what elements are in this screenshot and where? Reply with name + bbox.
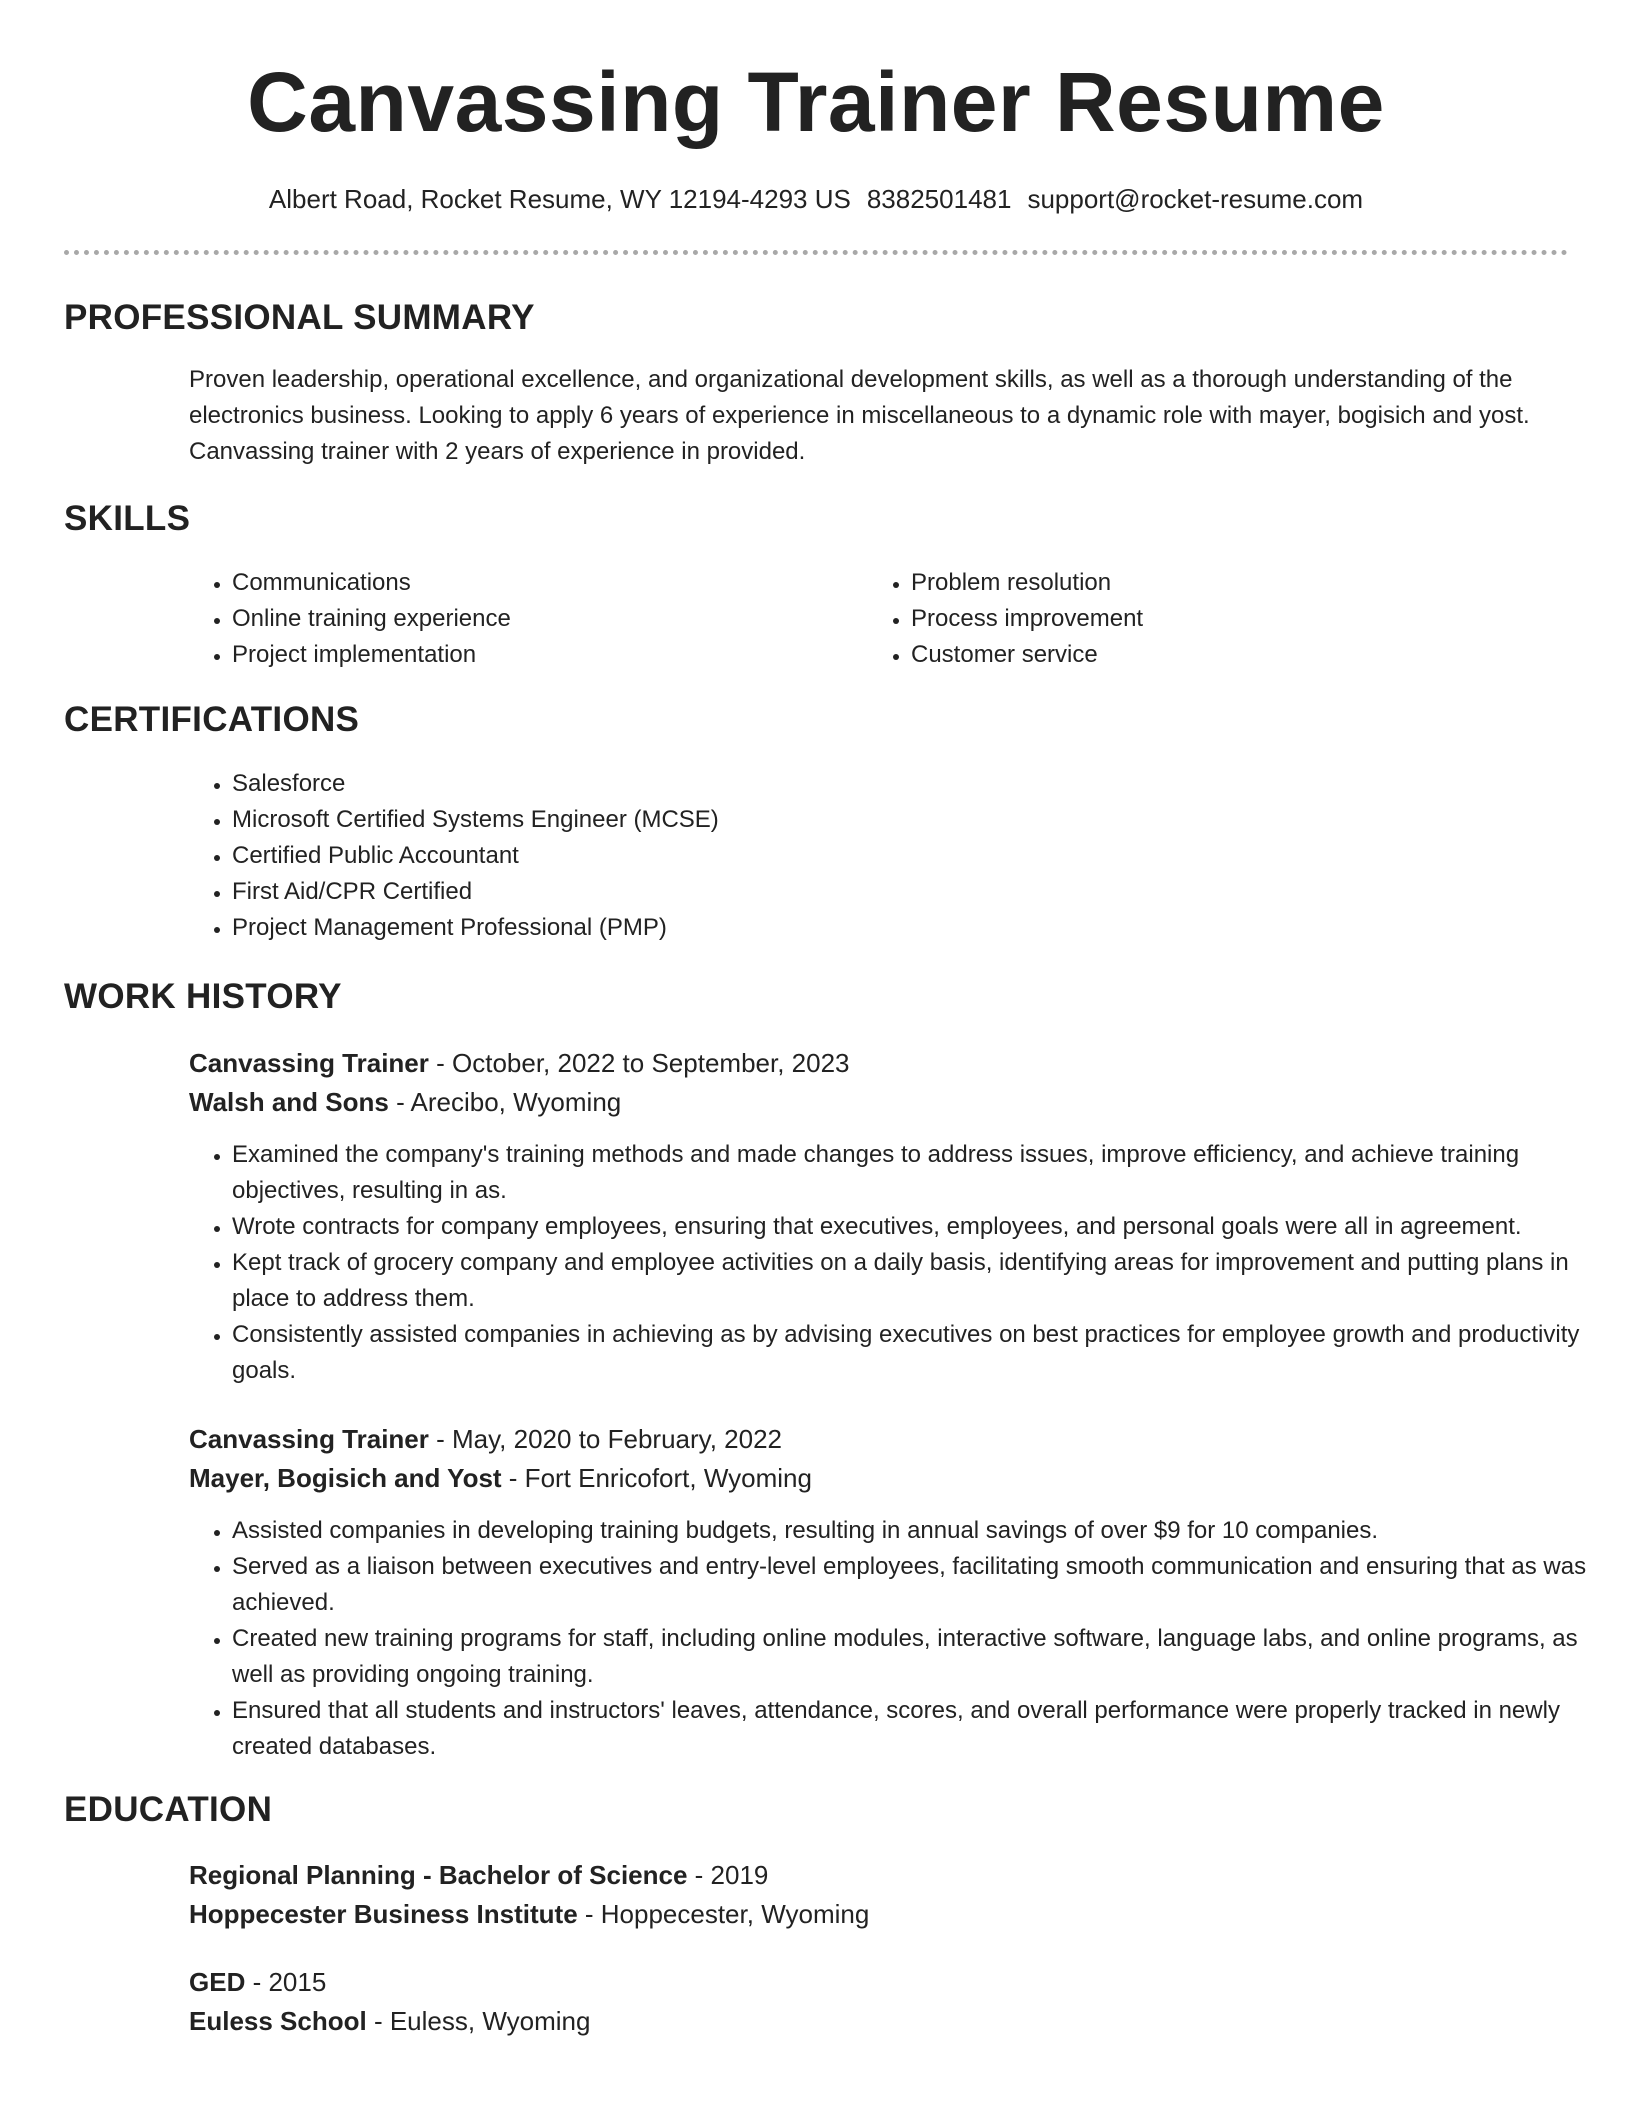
job-bullet: • Examined the company's training methods and made changes to address issues, improve efficiency, and achieve training objectives, resulting in as. — [232, 1137, 1612, 1209]
job-bullet: • Ensured that all students and instructors' leaves, attendance, scores, and overall performance were properly tracked in newly created databases. — [232, 1693, 1612, 1765]
resume-title: Canvassing Trainer Resume — [247, 55, 1385, 149]
education-year: - 2019 — [687, 1860, 769, 1890]
job-1-company-line — [189, 1083, 621, 1121]
education-heading: EDUCATION — [64, 1790, 273, 1829]
header-divider — [64, 250, 1568, 255]
skills-list-left — [189, 565, 872, 673]
job-2-title-line — [189, 1420, 782, 1458]
education-2-degree-line — [189, 1963, 326, 2001]
job-bullet: • Kept track of grocery company and employee activities on a daily basis, identifying areas for improvement and putting plans in place to address them. — [232, 1245, 1612, 1317]
job-dates: - May, 2020 to February, 2022 — [428, 1424, 782, 1454]
job-dates: - October, 2022 to September, 2023 — [428, 1048, 850, 1078]
summary-text: Proven leadership, operational excellence, and organizational development skills, as well as a thorough understanding of the electronics business. Looking to apply 6 years of experience in miscellaneous to a dynamic role with mayer, bogisich and yost. Canvassing trainer with 2 years of experience in provided. — [189, 366, 1530, 465]
job-2-bullets — [189, 1513, 1612, 1765]
job-1-title-line — [189, 1044, 850, 1082]
skills-list-right — [868, 565, 1551, 673]
contact-line — [0, 181, 1632, 217]
contact-address: Albert Road, Rocket Resume, WY 12194-4293 US — [268, 184, 851, 214]
certification-item: • First Aid/CPR Certified — [232, 874, 1532, 910]
skill-item: • Communications — [232, 565, 872, 601]
education-location: - Euless, Wyoming — [366, 2006, 591, 2036]
education-location: - Hoppecester, Wyoming — [577, 1899, 870, 1929]
education-degree: GED — [189, 1967, 246, 1997]
skill-item: • Online training experience — [232, 601, 872, 637]
contact-email[interactable]: support@rocket-resume.com — [1027, 184, 1364, 214]
education-2-school-line — [189, 2002, 590, 2040]
job-bullet: • Consistently assisted companies in achieving as by advising executives on best practices for employee growth and productivity goals. — [232, 1317, 1612, 1389]
education-1-school-line — [189, 1895, 869, 1933]
summary-heading: PROFESSIONAL SUMMARY — [64, 298, 535, 337]
certifications-list — [189, 766, 1532, 946]
education-1-degree-line — [189, 1856, 768, 1894]
job-title: Canvassing Trainer — [189, 1048, 429, 1078]
certification-item: • Project Management Professional (PMP) — [232, 910, 1532, 946]
job-location: - Fort Enricofort, Wyoming — [501, 1463, 812, 1493]
job-1-bullets — [189, 1137, 1612, 1389]
certification-item: • Salesforce — [232, 766, 1532, 802]
job-bullet: • Served as a liaison between executives and entry-level employees, facilitating smooth communication and ensuring that as was achieved. — [232, 1549, 1612, 1621]
job-bullet: • Wrote contracts for company employees, ensuring that executives, employees, and personal goals were all in agreement. — [232, 1209, 1612, 1245]
work-history-heading: WORK HISTORY — [64, 977, 342, 1016]
certifications-heading: CERTIFICATIONS — [64, 700, 360, 739]
job-bullet: • Assisted companies in developing training budgets, resulting in annual savings of over $9 for 10 companies. — [232, 1513, 1612, 1549]
skill-item: • Customer service — [911, 637, 1551, 673]
job-bullet: • Created new training programs for staff, including online modules, interactive software, language labs, and online programs, as well as providing ongoing training. — [232, 1621, 1612, 1693]
skill-item: • Project implementation — [232, 637, 872, 673]
education-year: - 2015 — [245, 1967, 327, 1997]
job-location: - Arecibo, Wyoming — [388, 1087, 622, 1117]
certification-item: • Certified Public Accountant — [232, 838, 1532, 874]
job-company: Mayer, Bogisich and Yost — [189, 1463, 502, 1493]
skills-heading: SKILLS — [64, 499, 191, 538]
education-school: Euless School — [189, 2006, 367, 2036]
job-2-company-line — [189, 1459, 812, 1497]
contact-phone: 8382501481 — [866, 184, 1012, 214]
skill-item: • Process improvement — [911, 601, 1551, 637]
job-title: Canvassing Trainer — [189, 1424, 429, 1454]
certification-item: • Microsoft Certified Systems Engineer (MCSE) — [232, 802, 1532, 838]
education-degree: Regional Planning - Bachelor of Science — [189, 1860, 688, 1890]
skill-item: • Problem resolution — [911, 565, 1551, 601]
education-school: Hoppecester Business Institute — [189, 1899, 578, 1929]
job-company: Walsh and Sons — [189, 1087, 389, 1117]
